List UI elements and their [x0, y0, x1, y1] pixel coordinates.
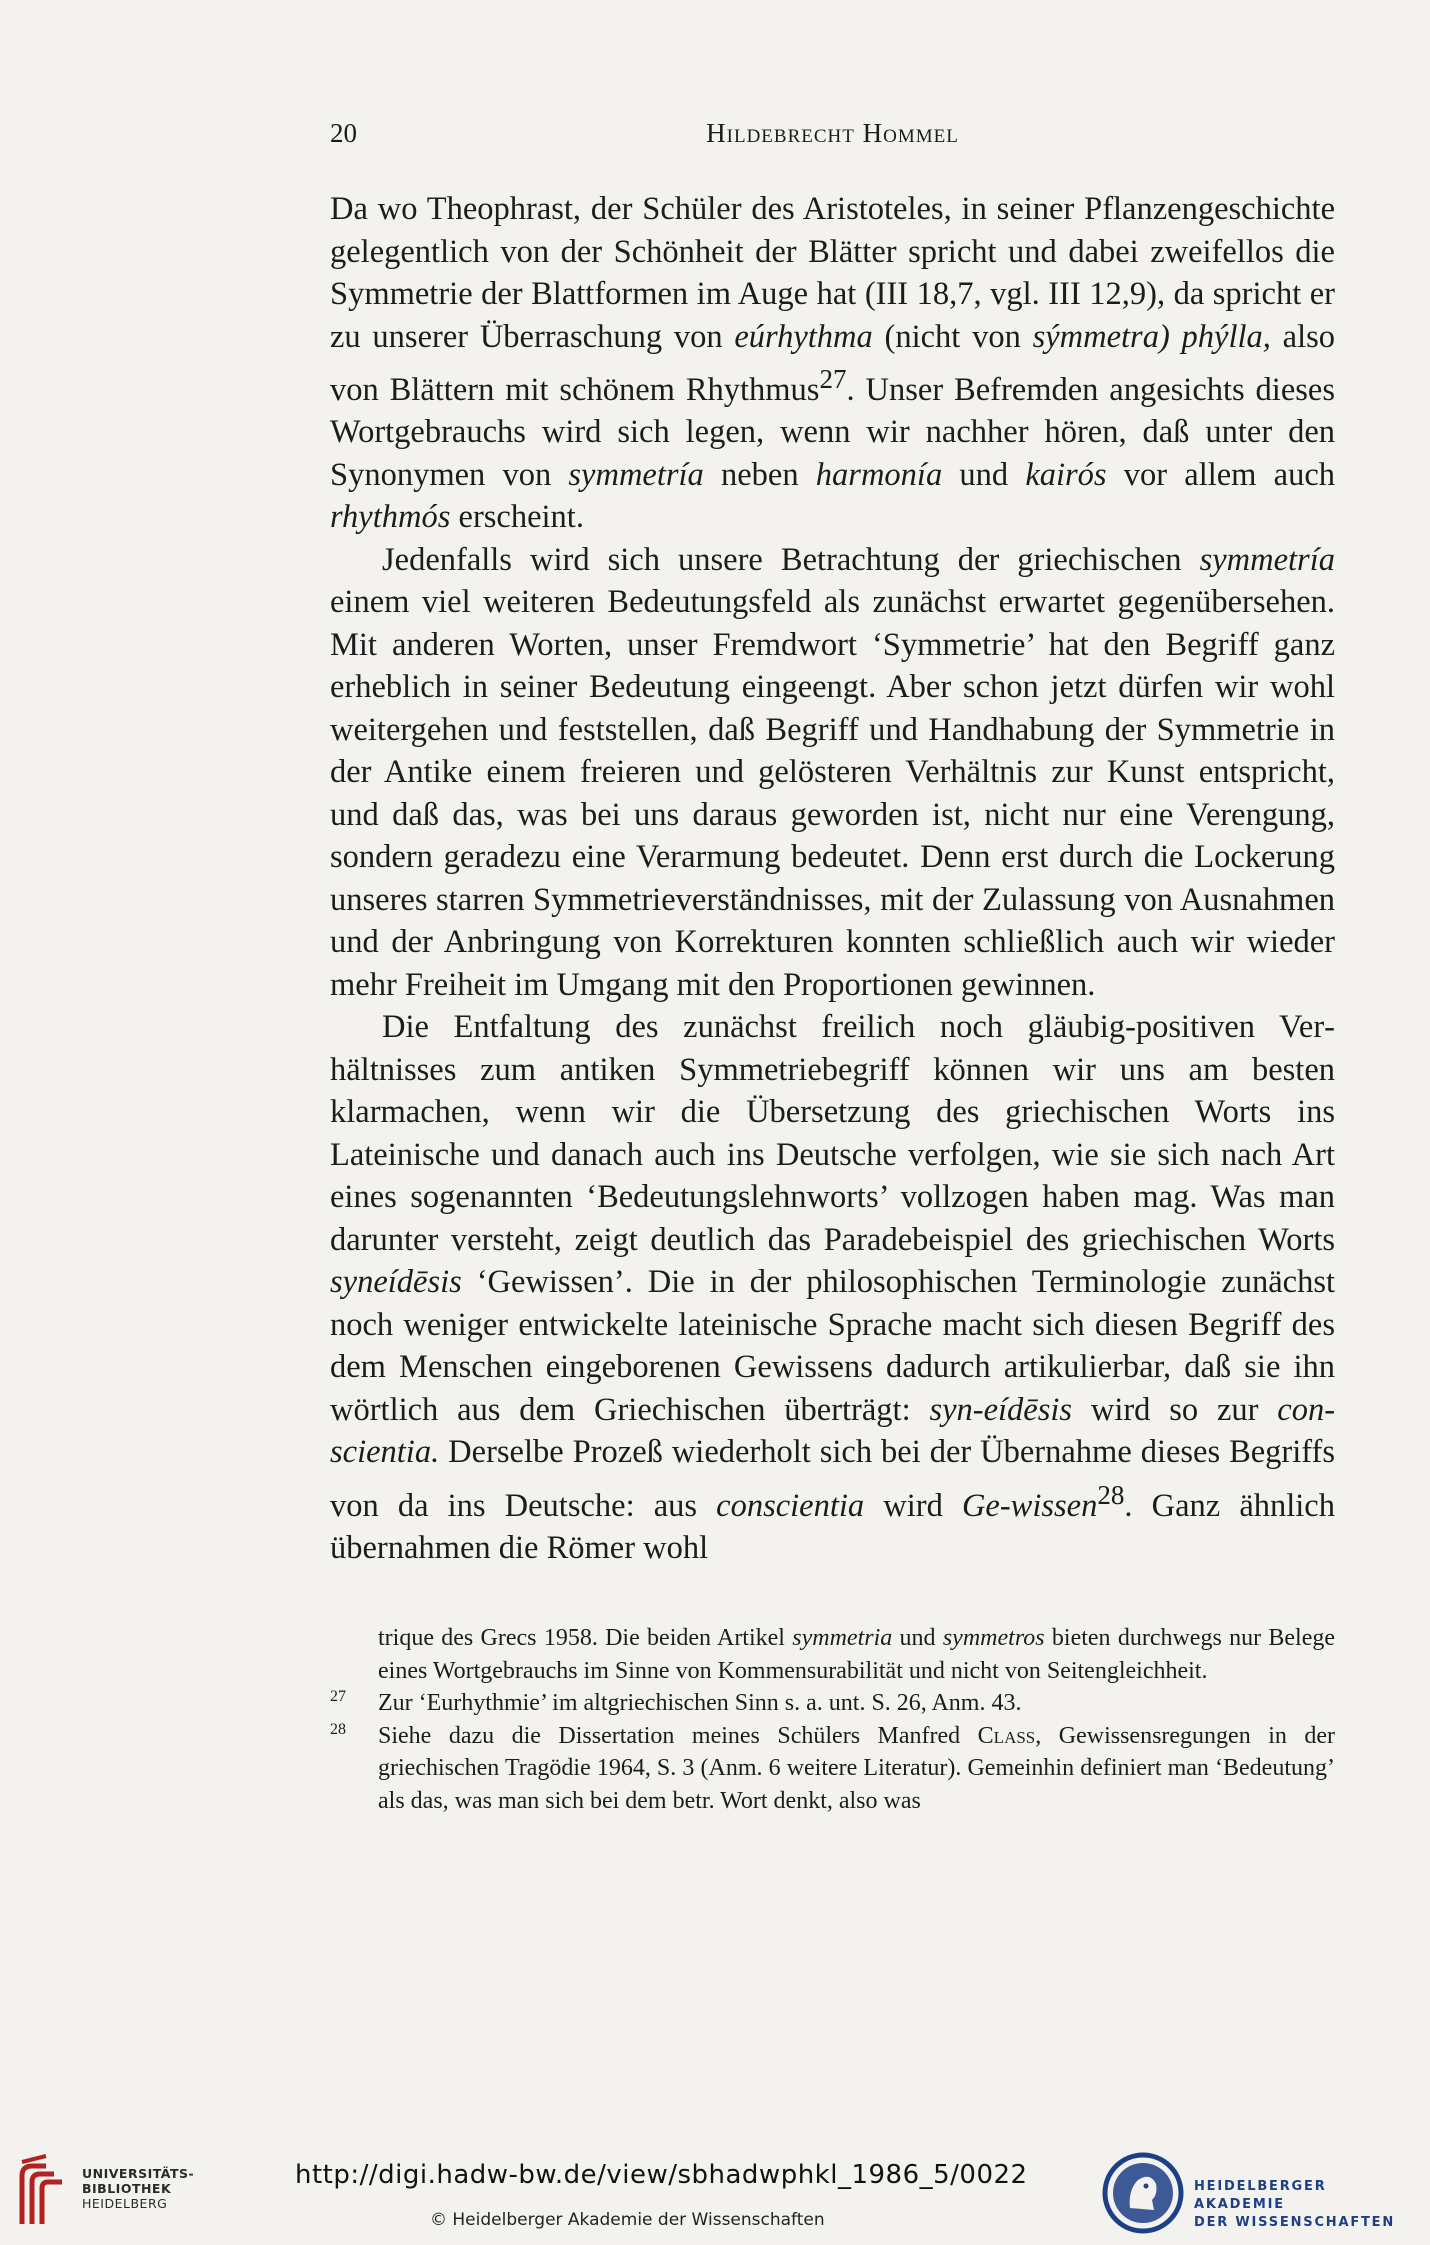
academy-logo[interactable] [1100, 2150, 1420, 2240]
library-name [82, 2166, 194, 2211]
footnote-ref-27: 27 [819, 364, 847, 394]
text-run: bieten durchwegs nur Belege eines Wortgebrauchs im Sinne von Kommensurabilität und nicht von Seitengleichheit. [378, 1625, 1336, 1684]
library-emblem-icon [16, 2154, 76, 2230]
copyright-notice: © Heidelberger Akademie der Wissenschaften [430, 2210, 825, 2230]
author-name: Class [977, 1722, 1036, 1749]
greek-term: symmetría [1199, 541, 1335, 578]
footnote-number: 27 [330, 1688, 346, 1705]
academy-name-line: HEIDELBERGER AKADEMIE [1194, 2179, 1327, 2212]
text-run: und [942, 456, 1026, 493]
greek-term: symmetría [568, 456, 704, 493]
text-run: vor allem auch [1106, 456, 1335, 493]
text-run: . Unser Befremden angesichts dieses Wortgebrauchs wird sich legen, wenn wir nachher hören, daß unter den Synonymen von [330, 371, 1335, 493]
latin-term: conscientia [716, 1487, 865, 1524]
text-run: erscheint. [450, 499, 584, 536]
text-run: neben [703, 456, 816, 493]
university-library-logo[interactable] [16, 2154, 256, 2234]
page-number: 20 [330, 118, 357, 148]
text-run: Die Entfaltung des zunächst freilich noch gläubig-positiven Verhältnisses zum antiken Symmetriebegriff können wir uns am besten klarmachen, wenn wir die Übersetzung des griechischen Worts ins Lateinische und danach auch ins Deutsche verfolgen, wie sie sich nach Art eines sogenannten ‘Bedeutungslehnworts’ vollzogen haben mag. Was man darunter versteht, zeigt deutlich das Paradebeispiel des griechischen Worts [330, 1009, 1335, 1258]
latin-term: con-scientia. [330, 1391, 1336, 1471]
greek-term: rhythmós [330, 499, 451, 536]
greek-term: harmonía [815, 456, 943, 493]
footnote-continuation [378, 1622, 1335, 1687]
paragraph-3 [330, 1006, 1335, 1569]
text-run: Da wo Theophrast, der Schüler des Aristoteles, in seiner Pflanzengeschichte gelegentlich von der Schönheit der Blätter spricht und dabei zweifellos die Symmetrie der Blattformen im Auge hat (III 18,7, vgl. III 12,9), da spricht er zu unserer Überraschung von [330, 191, 1335, 355]
text-run: einem viel weiteren Bedeutungsfeld als zunächst erwartet gegenübersehen. Mit anderen Worten, unser Fremdwort ‘Symmetrie’ hat den Begriff ganz erheblich in seiner Bedeutung eingeengt. Aber schon jetzt dürfen wir wohl weitergehen und feststellen, daß Begriff und Handhabung der Symmetrie in der Antike einem freieren und gelösteren Verhältnis zur Kunst entspricht, und daß das, was bei uns daraus geworden ist, nicht nur eine Verengung, sondern geradezu eine Verarmung bedeutet. Denn erst durch die Lockerung unseres starren Symmetrieverständnisses, mit der Zulassung von Ausnahmen und der Anbringung von Korrekturen konnten schließlich auch wir wieder mehr Freiheit im Umgang mit den Proportionen gewinnen. [330, 584, 1335, 1003]
text-run: (nicht von [872, 318, 1033, 355]
text-run: Jedenfalls wird sich unsere Betrachtung der griechischen [382, 541, 1200, 578]
text-run: ‘Gewissen’. Die in der philosophischen Terminologie zunächst noch weniger entwickelte lateinische Sprache macht sich diesen Begriff des dem Menschen eingeborenen Gewissens dadurch artikulierbar, daß sie ihn wörtlich aus dem Griechischen überträgt: [330, 1264, 1335, 1428]
greek-term: eúrhythma [734, 318, 873, 355]
library-city: HEIDELBERG [82, 2196, 168, 2211]
greek-term: syn-eídēsis [929, 1391, 1073, 1428]
greek-term: kairós [1025, 456, 1107, 493]
library-name-line: BIBLIOTHEK [82, 2181, 172, 2196]
running-head: Hildebrecht Hommel [706, 118, 959, 148]
greek-term: syneídēsis [330, 1264, 462, 1301]
text-run: , Gewissensregungen in der griechischen Tragödie 1964, S. 3 (Anm. 6 weitere Literatur). Gemeinhin definiert man ‘Bedeutung’ als das, was man sich bei dem betr. Wort denkt, also was [378, 1722, 1336, 1814]
text-run: wird so zur [1072, 1391, 1278, 1428]
text-run: Siehe dazu die Dissertation meines Schülers Manfred [378, 1722, 978, 1749]
footnote-27 [330, 1687, 1335, 1720]
greek-term: sýmmetra) phýlla, [1032, 318, 1271, 355]
paragraph-1 [330, 188, 1335, 539]
footnote-ref-28: 28 [1097, 1479, 1125, 1510]
text-run: also von Blättern mit schönem Rhythmus [330, 318, 1335, 408]
academy-name-line: DER WISSENSCHAFTEN [1194, 2215, 1396, 2230]
text-run: trique des Grecs 1958. Die beiden Artikel [378, 1625, 793, 1651]
academy-seal-icon [1100, 2150, 1186, 2236]
academy-name [1194, 2178, 1420, 2232]
footnotes [330, 1622, 1335, 1817]
permalink-url[interactable]: http://digi.hadw-bw.de/view/sbhadwphkl_1986_5/0022 [295, 2160, 1028, 2190]
footnote-number: 28 [330, 1720, 346, 1738]
text-run: wird [864, 1487, 962, 1524]
greek-term: symmetria [792, 1625, 893, 1651]
library-name-line: UNIVERSITÄTS- [82, 2166, 195, 2181]
footnote-text: Zur ‘Eurhythmie’ im altgriechischen Sinn s. a. unt. S. 26, Anm. 43. [378, 1690, 1022, 1716]
paragraph-2 [330, 539, 1335, 1007]
text-run: Derselbe Prozeß wiederholt sich bei der Übernahme dieses Begriffs von da ins Deutsche: aus [330, 1434, 1335, 1524]
digitization-footer [0, 2138, 1430, 2245]
text-run: . Ganz ähnlich übernahmen die Römer wohl [330, 1487, 1335, 1567]
german-term: Ge-wissen [961, 1487, 1098, 1524]
main-text [330, 188, 1335, 1570]
greek-term: symmetros [942, 1625, 1045, 1651]
footnote-28 [330, 1720, 1335, 1818]
text-run: und [892, 1625, 943, 1651]
page-header [330, 118, 1335, 158]
